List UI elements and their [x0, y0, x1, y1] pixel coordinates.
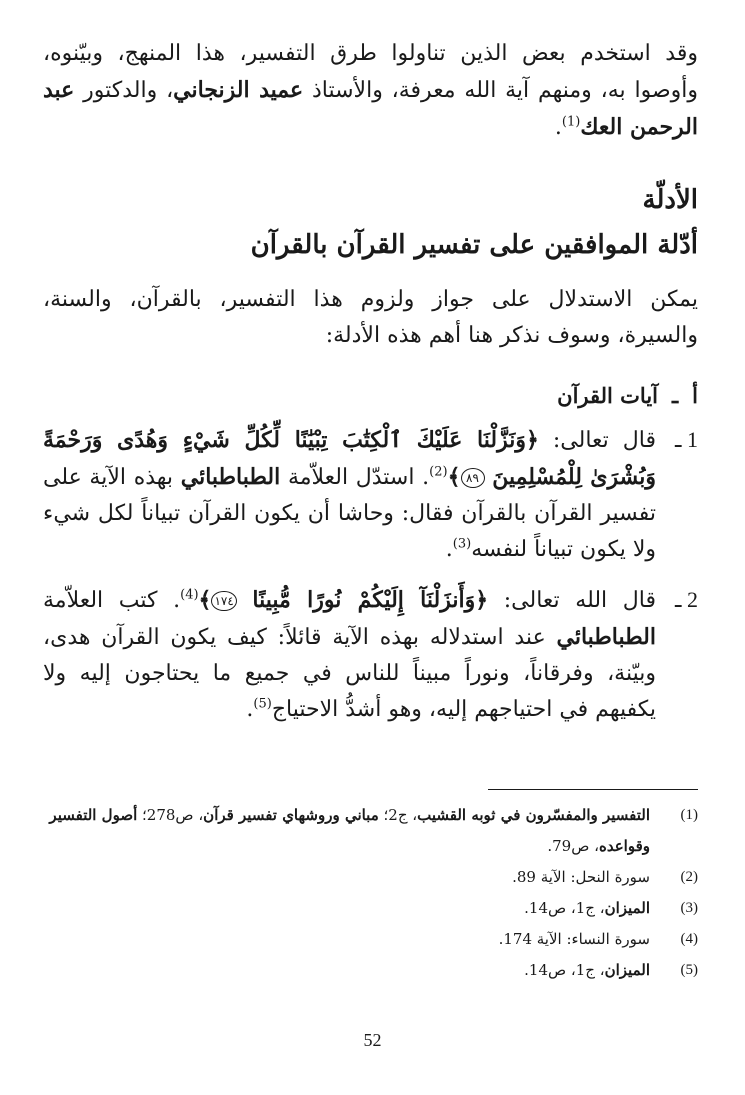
footnote-ref-4[interactable]: (4): [180, 587, 199, 603]
ayah-number-mark: ٨٩: [461, 468, 485, 488]
footnote-number: (1): [680, 807, 698, 823]
section-heading: الأدلّة: [642, 185, 698, 215]
sub-heading-quran-verses: [557, 378, 698, 414]
quran-verse-end: ﴾: [447, 464, 461, 490]
footnote-ref-1[interactable]: (1): [561, 114, 581, 130]
sub-heading-label: آيات القرآن: [557, 383, 658, 408]
footnote-text: [43, 893, 650, 924]
footnote-number: (2): [680, 869, 698, 885]
author-name-alak: عبد الرحمن العك: [43, 77, 698, 140]
footnote-1: [43, 800, 698, 862]
author-name-zanjani: عميد الزنجاني: [173, 77, 304, 103]
item-mid: . كتب العلاّمة: [43, 588, 181, 613]
evidence-paragraph: يمكن الاستدلال على جواز ولزوم هذا التفسير، بالقرآن، والسنة، والسيرة، وسوف نذكر هنا أهم هذه الأدلة:: [43, 287, 698, 348]
footnote-text: [43, 955, 650, 986]
subsection-heading: أدّلة الموافقين على تفسير القرآن بالقرآن: [250, 230, 698, 260]
sub-heading-letter: أ: [692, 383, 698, 408]
item-text: [43, 582, 656, 728]
item-text: [43, 422, 656, 568]
footnote-text: سورة النساء: الآية 174.: [498, 930, 650, 948]
page-number: 52: [363, 1030, 382, 1050]
intro-end: .: [554, 115, 562, 140]
footnote-ref-5[interactable]: (5): [253, 696, 272, 712]
item-mid: . استدّل العلاّمة: [280, 465, 430, 490]
book-title: مباني وروشهاي تفسير قرآن: [203, 806, 379, 824]
book-title: الميزان: [604, 961, 650, 979]
item-lead: قال تعالى:: [538, 428, 656, 453]
footnote-ref-2[interactable]: (2): [429, 464, 448, 480]
sub-heading-dash: ـ: [672, 383, 679, 408]
book-title: الميزان: [604, 899, 650, 917]
evidence-item-1: [43, 422, 698, 568]
footnote-part: ، ج1، ص14.: [524, 899, 605, 917]
intro-text-2: ، والدكتور: [74, 78, 174, 103]
footnote-ref-3[interactable]: (3): [452, 536, 472, 552]
book-title: التفسير والمفسّرون في ثوبه القشيب: [417, 806, 650, 824]
item-end: .: [246, 697, 254, 722]
footnote-number: (4): [680, 931, 698, 947]
footnote-3: [43, 893, 698, 924]
footnote-part: ، ص278؛: [137, 806, 204, 824]
scholar-name: الطباطبائي: [556, 624, 656, 650]
footnotes: [43, 800, 698, 986]
footnote-2: [43, 862, 698, 893]
footnote-part: ، ص79.: [547, 837, 599, 855]
quran-verse: ﴿وَنَزَّلْنَا عَلَيْكَ ٱلْكِتَٰبَ تِبْيَٰنًا لِّكُلِّ شَيْءٍ وَهُدًى وَرَحْمَةً وَبُشْرَىٰ لِلْمُسْلِمِينَ: [43, 427, 657, 490]
quran-verse-end: ﴾: [198, 587, 212, 613]
footnote-4: [43, 924, 698, 955]
item-rest: عند استدلاله بهذه الآية قائلاً: كيف يكون القرآن هدى، وبيّنة، وفرقاناً، ونوراً مبيناً للناس في جميع ما يحتاجون إليه ولا يكفيهم في احتياجهم إليه، وهو أشدُّ الاحتياج: [43, 625, 656, 722]
quran-verse: ﴿وَأَنزَلْنَآ إِلَيْكُمْ نُورًا مُّبِينًا: [252, 587, 489, 613]
item-number: 2 ـ: [675, 587, 698, 612]
intro-text-1: وقد استخدم بعض الذين تناولوا طرق التفسير، هذا المنهج، وبيّنوه، وأوصوا به، ومنهم آية الله معرفة، والأستاذ: [43, 41, 698, 103]
item-end: .: [445, 537, 453, 562]
item-number: 1 ـ: [675, 427, 698, 452]
intro-paragraph: [43, 36, 698, 146]
footnote-part: ، ج1، ص14.: [524, 961, 605, 979]
footnote-part: ، ج2؛: [378, 806, 418, 824]
footnote-number: (3): [680, 900, 698, 916]
scholar-name: الطباطبائي: [180, 464, 281, 490]
footnote-number: (5): [680, 962, 698, 978]
ayah-number-mark: ١٧٤: [211, 591, 236, 611]
evidence-item-2: [43, 582, 698, 728]
book-title: أصول التفسير وقواعده: [49, 806, 650, 855]
footnote-text: [43, 800, 650, 862]
footnote-text: سورة النحل: الآية 89.: [512, 868, 650, 886]
footnote-divider: [488, 789, 698, 790]
item-rest: بهذه الآية على تفسير القرآن بالقرآن فقال: وحاشا أن يكون القرآن تبياناً لكل شيء ولا يكون تبياناً لنفسه: [43, 465, 656, 562]
item-lead: قال الله تعالى:: [488, 588, 656, 613]
footnote-5: [43, 955, 698, 986]
